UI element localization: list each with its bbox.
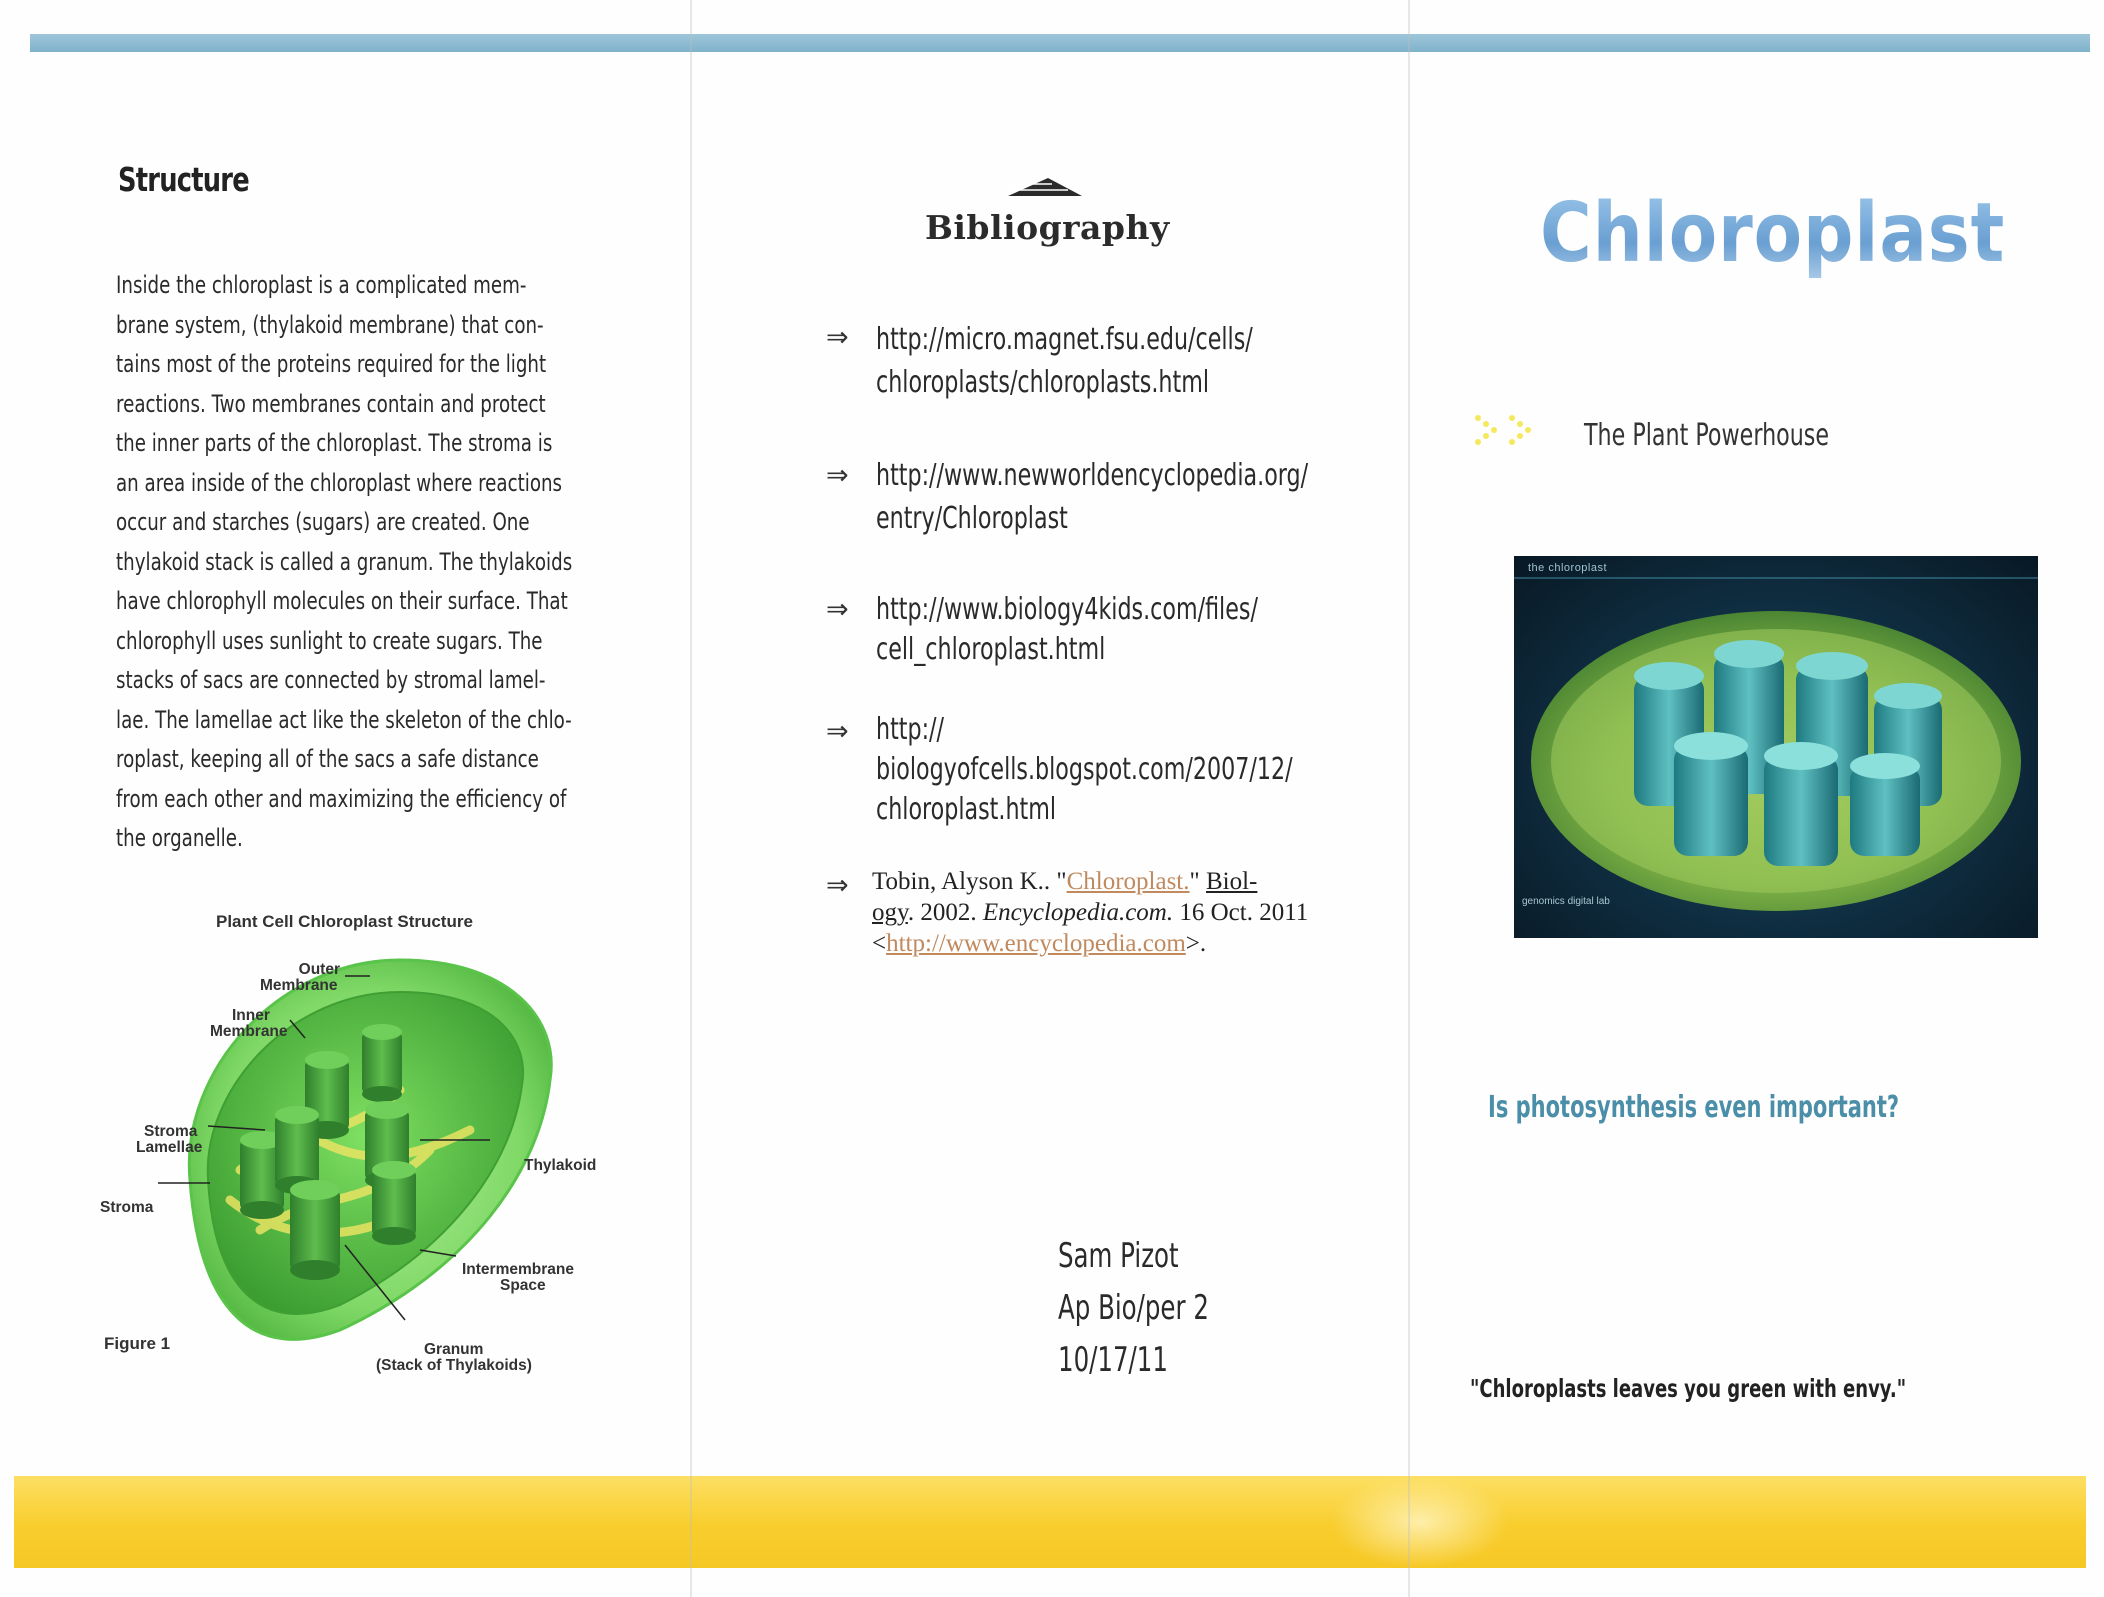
author-date: 10/17/11 (1058, 1340, 1168, 1380)
bullet-arrow: ⇒ (826, 322, 849, 353)
bib-entry-4-line-3: chloroplast.html (876, 792, 1057, 827)
bib-entry-4-line-1: http:// (876, 712, 945, 747)
structure-paragraph: Inside the chloroplast is a complicated mem- brane system, (thylakoid membrane) that con- tains most of the proteins required for the light reactions. Two membranes contain and protect the inner parts of the chloroplast. The stroma is an area inside of the chloroplast where reactions occur and starches (sugars) are created. One thylakoid stack is called a granum. The thylakoids have chlorophyll molecules on their surface. That chlorophyll uses sunlight to create sugars. The stacks of sacs are connected by stromal lamel- lae. The lamellae act like the skeleton of the chlo- roplast, keeping all of the sacs a safe distance from each other and maximizing the efficiency of the organelle. (116, 271, 573, 852)
structure-heading: Structure (118, 160, 249, 199)
label-outer-membrane-1: Outer (298, 961, 340, 978)
bullet-arrow: ⇒ (826, 716, 849, 747)
citation-accessed: 16 Oct. 2011 (1179, 899, 1309, 926)
label-stroma: Stroma (100, 1199, 154, 1216)
tagline-quote: "Chloroplasts leaves you green with envy." (1470, 1374, 1907, 1403)
label-outer-membrane-2: Membrane (260, 977, 338, 994)
label-inner-membrane-2: Membrane (210, 1023, 288, 1040)
bottom-accent-band (14, 1476, 2086, 1568)
bib-entry-3-line-1: http://www.biology4kids.com/files/ (876, 592, 1258, 627)
label-intermembrane-2: Space (500, 1277, 546, 1294)
label-stroma-lamellae-1: Stroma (144, 1123, 198, 1140)
label-stroma-lamellae-2: Lamellae (136, 1139, 203, 1156)
bullet-arrow: ⇒ (826, 460, 849, 491)
citation-site: Encyclopedia.com. (982, 899, 1174, 926)
bib-entry-1-line-1: http://micro.magnet.fsu.edu/cells/ (876, 322, 1253, 357)
double-chevron-icon (1470, 412, 1550, 448)
question-heading: Is photosynthesis even important? (1488, 1090, 1900, 1125)
fold-line-left (690, 0, 692, 1597)
chloroplast-3d-illustration (1514, 556, 2038, 938)
cover-image-caption: the chloroplast (1528, 562, 1608, 574)
bibliography-heading: Bibliography (925, 208, 1170, 247)
figure-caption: Figure 1 (104, 1334, 171, 1353)
bullet-arrow: ⇒ (826, 870, 849, 901)
top-accent-band (30, 34, 2090, 52)
bib-entry-3-line-2: cell_chloroplast.html (876, 632, 1106, 667)
bib-entry-2-line-1: http://www.newworldencyclopedia.org/ (876, 458, 1309, 493)
bib-entry-1-line-2: chloroplasts/chloroplasts.html (876, 365, 1209, 400)
label-thylakoid: Thylakoid (524, 1157, 597, 1174)
citation-entry: Tobin, Alyson K.. "Chloroplast." Biol- ogy. 2002. Encyclopedia.com. 16 Oct. 2011 <http://www.encyclopedia.com>. (872, 868, 1309, 957)
fold-line-right (1408, 0, 1410, 1597)
citation-title-link[interactable]: Chloroplast. (1066, 868, 1190, 895)
brochure-subtitle: The Plant Powerhouse (1584, 418, 1830, 453)
label-granum-2: (Stack of Thylakoids) (376, 1357, 532, 1374)
author-name: Sam Pizot (1058, 1236, 1179, 1276)
citation-url-link[interactable]: http://www.encyclopedia.com (886, 930, 1186, 957)
citation-source-2: ogy (872, 899, 908, 926)
bib-entry-2-line-2: entry/Chloroplast (876, 501, 1068, 536)
chloroplast-diagram (90, 940, 630, 1410)
bottom-band-highlight (1330, 1476, 1510, 1568)
bullet-arrow: ⇒ (826, 594, 849, 625)
label-granum-1: Granum (424, 1341, 484, 1358)
bib-entry-4-line-2: biologyofcells.blogspot.com/2007/12/ (876, 752, 1293, 787)
label-intermembrane-1: Intermembrane (462, 1261, 574, 1278)
cover-image-credit: genomics digital lab (1522, 896, 1610, 907)
bibliography-icon (1002, 176, 1088, 198)
figure-title: Plant Cell Chloroplast Structure (216, 912, 473, 931)
chloroplast-cover-image (1514, 556, 2038, 938)
brochure-title: Chloroplast (1540, 186, 2006, 281)
label-inner-membrane-1: Inner (232, 1007, 270, 1024)
citation-author: Tobin, Alyson K.. (872, 868, 1051, 895)
citation-source-1: Biol- (1205, 868, 1258, 895)
author-class: Ap Bio/per 2 (1058, 1288, 1209, 1328)
citation-year: 2002. (920, 899, 977, 926)
